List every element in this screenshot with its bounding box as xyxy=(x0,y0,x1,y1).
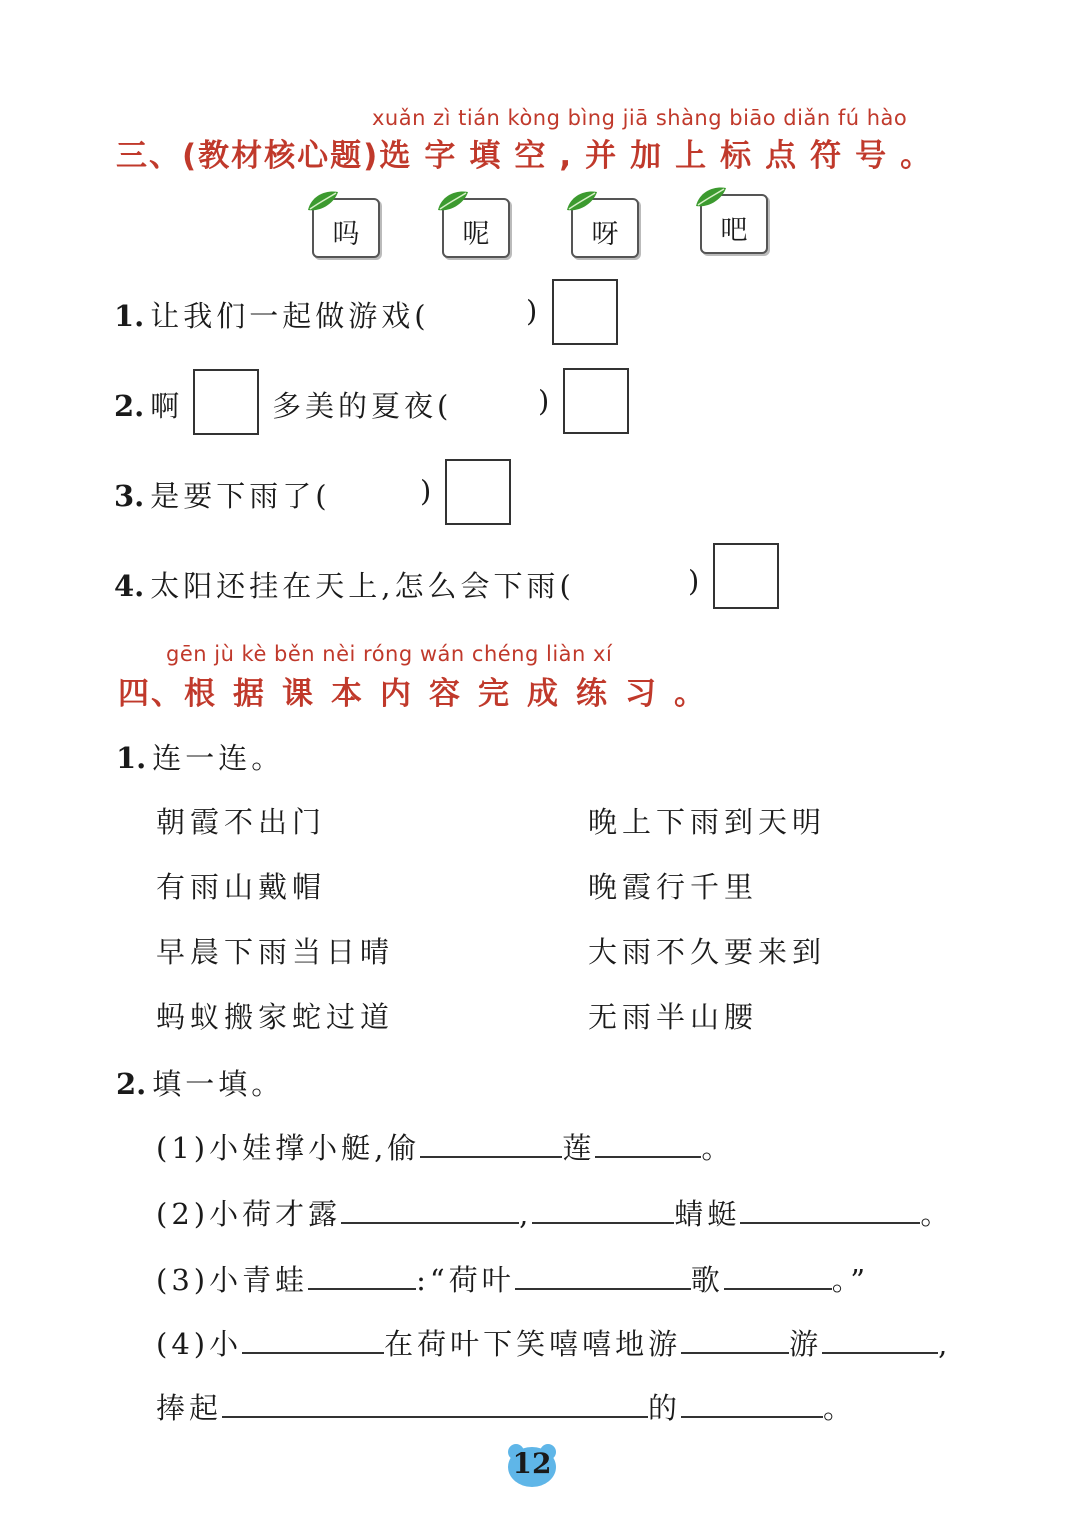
word-card-label: 呢 xyxy=(462,218,490,250)
section3-heading-prefix: 三、(教材核心题) xyxy=(116,138,380,174)
fill-text: :“荷叶 xyxy=(416,1263,515,1297)
part2-title xyxy=(116,1062,284,1103)
question-number: 4. xyxy=(114,569,145,603)
punctuation-box-3[interactable] xyxy=(445,459,511,525)
fill-text: 捧起 xyxy=(156,1391,223,1425)
part-title-text: 连一连。 xyxy=(152,741,285,775)
word-card-label: 吧 xyxy=(720,214,748,246)
section4-heading-prefix: 四、 xyxy=(118,676,184,712)
question-number: 2. xyxy=(114,389,145,423)
question-text: 让我们一起做游戏( xyxy=(150,299,430,333)
section3-heading-text: 选字填空,并加上标点符号 xyxy=(379,138,901,174)
fill-blank[interactable] xyxy=(308,1260,416,1290)
answer-word-slot-1[interactable] xyxy=(450,292,520,332)
fill-text: , xyxy=(519,1197,533,1231)
section4-pinyin: gēn jù kè běn nèi róng wán chéng liàn xí xyxy=(166,642,613,666)
word-card-ba[interactable] xyxy=(700,194,768,254)
word-card-label: 呀 xyxy=(591,218,619,250)
fill-line-3 xyxy=(156,1258,869,1299)
question-text: 是要下雨了( xyxy=(150,479,331,513)
punctuation-box-1[interactable] xyxy=(552,279,618,345)
section3-pinyin: xuǎn zì tián kòng bìng jiā shàng biāo diǎn fú hào xyxy=(372,106,908,130)
fill-text: 莲 xyxy=(562,1131,596,1165)
part-number: 1. xyxy=(116,741,147,775)
fill-blank[interactable] xyxy=(724,1260,832,1290)
leaf-icon xyxy=(306,190,340,212)
punctuation-box-2b[interactable] xyxy=(563,368,629,434)
match-right-item-3[interactable]: 大雨不久要来到 xyxy=(588,935,827,969)
question-close-paren: ) xyxy=(420,474,436,508)
fill-blank[interactable] xyxy=(740,1194,920,1224)
part1-title xyxy=(116,736,284,777)
punctuation-box-4[interactable] xyxy=(713,543,779,609)
fill-blank[interactable] xyxy=(222,1388,648,1418)
leaf-icon xyxy=(436,190,470,212)
fill-blank[interactable] xyxy=(341,1194,519,1224)
match-left-item-3[interactable]: 早晨下雨当日晴 xyxy=(156,935,395,969)
fill-text: 。 xyxy=(701,1131,735,1165)
fill-blank[interactable] xyxy=(595,1128,701,1158)
fill-text: 歌 xyxy=(690,1263,724,1297)
fill-text: 蜻蜓 xyxy=(674,1197,741,1231)
match-right-item-4[interactable]: 无雨半山腰 xyxy=(588,1000,759,1034)
section3-heading-end: 。 xyxy=(900,138,934,174)
match-right-item-2[interactable]: 晚霞行千里 xyxy=(588,870,759,904)
page-number: 12 xyxy=(512,1447,552,1480)
fill-blank[interactable] xyxy=(532,1194,674,1224)
fill-line-1 xyxy=(156,1126,734,1167)
fill-blank[interactable] xyxy=(515,1260,691,1290)
part-title-text: 填一填。 xyxy=(152,1067,285,1101)
fill-text: (1)小娃撑小艇,偷 xyxy=(156,1131,421,1165)
section4-heading-end: 。 xyxy=(674,676,707,712)
section4-heading xyxy=(118,668,707,713)
word-card-ya[interactable] xyxy=(571,198,639,258)
fill-blank[interactable] xyxy=(681,1388,823,1418)
punctuation-box-2a[interactable] xyxy=(193,369,259,435)
question-text: 太阳还挂在天上,怎么会下雨( xyxy=(150,569,575,603)
fill-blank[interactable] xyxy=(681,1324,789,1354)
fill-line-5 xyxy=(156,1386,856,1427)
fill-text: (4)小 xyxy=(156,1327,243,1361)
fill-text: 。 xyxy=(920,1197,954,1231)
question-3 xyxy=(114,474,331,515)
question-text-b: 多美的夏夜( xyxy=(272,389,453,423)
fill-blank[interactable] xyxy=(242,1324,384,1354)
word-card-label: 吗 xyxy=(332,218,360,250)
question-close-paren: ) xyxy=(526,294,542,328)
question-close-paren: ) xyxy=(688,564,704,598)
question-number: 3. xyxy=(114,479,145,513)
match-right-item-1[interactable]: 晚上下雨到天明 xyxy=(588,805,827,839)
fill-line-4 xyxy=(156,1322,951,1363)
page-number-badge xyxy=(506,1440,558,1488)
fill-text: (3)小青蛙 xyxy=(156,1263,309,1297)
question-1 xyxy=(114,294,430,335)
section3-heading xyxy=(116,130,933,175)
fill-blank[interactable] xyxy=(420,1128,562,1158)
question-close-paren: ) xyxy=(538,384,554,418)
leaf-icon xyxy=(694,186,728,208)
section4-heading-text: 根据课本内容完成练习 xyxy=(184,676,674,712)
fill-blank[interactable] xyxy=(822,1324,938,1354)
fill-text: 。” xyxy=(831,1263,870,1297)
leaf-icon xyxy=(565,190,599,212)
match-left-item-1[interactable]: 朝霞不出门 xyxy=(156,805,327,839)
answer-word-slot-3[interactable] xyxy=(344,472,414,512)
part-number: 2. xyxy=(116,1067,147,1101)
word-card-ne[interactable] xyxy=(442,198,510,258)
fill-line-2 xyxy=(156,1192,953,1233)
answer-word-slot-4[interactable] xyxy=(612,562,682,602)
fill-text: 在荷叶下笑嘻嘻地游 xyxy=(384,1327,682,1361)
answer-word-slot-2[interactable] xyxy=(462,382,532,422)
word-card-ma[interactable] xyxy=(312,198,380,258)
question-4 xyxy=(114,564,575,605)
fill-text: , xyxy=(938,1327,952,1361)
match-left-item-4[interactable]: 蚂蚁搬家蛇过道 xyxy=(156,1000,395,1034)
match-left-item-2[interactable]: 有雨山戴帽 xyxy=(156,870,327,904)
question-number: 1. xyxy=(114,299,145,333)
fill-text: (2)小荷才露 xyxy=(156,1197,342,1231)
fill-text: 。 xyxy=(823,1391,857,1425)
question-text-a: 啊 xyxy=(150,389,184,423)
fill-text: 的 xyxy=(648,1391,682,1425)
fill-text: 游 xyxy=(789,1327,823,1361)
question-2 xyxy=(114,384,183,425)
